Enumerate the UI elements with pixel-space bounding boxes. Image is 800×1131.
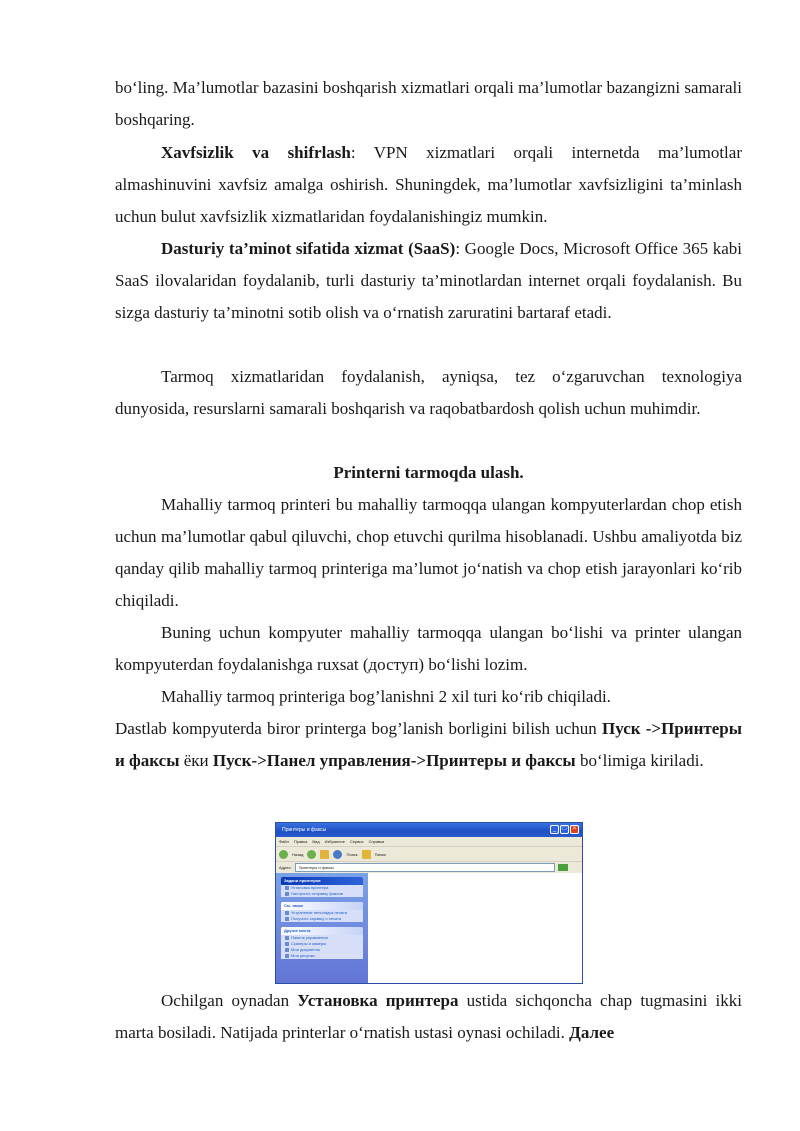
paragraph-network-services: Tarmoq xizmatlaridan foydalanish, ayniqsa, tez o‘zgaruvchan texnologiya dunyosida, resurslarni samarali boshqarish va raqobatbardosh qolish uchun muhimdir. [115,367,742,418]
text-segment: bo‘limiga kiriladi. [575,751,704,770]
minimize-icon[interactable]: _ [550,825,559,834]
panel-printer-tasks [281,877,363,897]
panel-title[interactable]: Другие места [281,927,363,935]
menu-path-2: Пуск->Панел управления->Принтеры и факсы [212,751,576,770]
paragraph-two-types: Mahalliy tarmoq printeriga bog’lanishni 2 xil turi ko‘rib chiqiladi. [161,687,611,706]
next-term: Далее [569,1023,615,1042]
address-bar [276,861,582,873]
task-label: Настроить отправку факсов [291,891,343,896]
printers-window-screenshot [275,822,583,984]
paragraph-1: bo‘ling. Ma’lumotlar bazasini boshqarish xizmatlari orqali ma’lumotlar bazangizni samarali boshqaring. [115,78,742,129]
link-label: Мои документы [291,947,321,952]
text-segment: Dastlab kompyuterda biror printerga bog’lanish borligini bilish uchun [115,719,603,738]
control-panel-icon [285,936,289,940]
menu-tools[interactable]: Сервис [349,839,364,844]
task-pane [276,873,368,983]
section-heading: Printerni tarmoqda ulash. [333,463,524,482]
task-label: Установка принтера [291,885,329,890]
window-title: Принтеры и факсы [282,827,327,833]
maximize-icon[interactable]: □ [560,825,569,834]
up-folder-icon[interactable] [320,850,329,859]
window-body [276,873,582,983]
address-input[interactable]: Принтеры и факсы [295,863,555,872]
search-icon[interactable] [333,850,342,859]
window-titlebar [276,823,582,837]
help-icon [285,911,289,915]
paragraph-access: Buning uchun kompyuter mahalliy tarmoqqa ulangan bo‘lishi va printer ulangan kompyuterdan foydalanishga ruxsat (доступ) bo‘lishi lozim. [115,623,742,674]
folder-icon [285,948,289,952]
link-help[interactable] [281,916,363,922]
text-segment: ёки [179,751,213,770]
term-security: Xavfsizlik va shifrlash [161,143,351,162]
printer-icon [285,886,289,890]
toolbar [276,846,582,861]
menu-path-1: Пуск ->Принтеры и факсы [115,719,742,770]
forward-icon[interactable] [307,850,316,859]
term-saas: Dasturiy ta’minot sifatida xizmat (SaaS) [161,239,456,258]
back-label[interactable]: Назад [292,851,304,857]
menu-favorites[interactable]: Избранное [324,839,345,844]
menu-file[interactable]: Файл [279,839,289,844]
folders-label[interactable]: Папки [374,851,386,857]
folder-icon [285,954,289,958]
panel-title[interactable]: См. также [281,902,363,910]
address-label: Адрес: [279,865,292,870]
menu-view[interactable]: Вид [312,839,320,844]
fax-icon [285,892,289,896]
link-label: Получить справку о печати [291,916,342,921]
paragraph-saas [115,233,742,329]
link-label: Сканеры и камеры [291,941,327,946]
link-label: Устранение неполадок печати [291,910,348,915]
text-segment: Ochilgan oynadan [161,991,298,1010]
paragraph-install-printer [115,985,742,1049]
paragraph-printer-definition: Mahalliy tarmoq printeri bu mahalliy tarmoqqa ulangan kompyuterlardan chop etish uchun ma’lumotlar qabul qiluvchi, chop etuvchi qurilma hisoblanadi. Ushbu amaliyotda biz qanday qilib mahalliy tarmoq printeriga ma’lumot jo‘natish va chop etish jarayonlari ko‘rib chiqiladi. [115,495,742,610]
close-icon[interactable]: × [570,825,579,834]
scanner-icon [285,942,289,946]
install-printer-term: Установка принтера [297,991,459,1010]
printers-list-area[interactable] [368,873,582,983]
link-label: Панель управления [291,935,328,940]
text-segment: ustida sichqoncha chap tugmasini ikki marta bosiladi. Natijada printerlar o‘rnatish ustasi oynasi ochiladi. [115,991,742,1042]
paragraph-saas-text: : Google Docs, Microsoft Office 365 kabi SaaS ilovalaridan foydalanib, turli dasturiy ta’minotlardan internet orqali foydalanish. Bu sizga dasturiy ta’minotni sotib olish va o‘rnatish zaruratini bartaraf etadi. [115,239,742,322]
menu-help[interactable]: Справка [368,839,385,844]
task-setup-fax[interactable] [281,891,363,897]
folders-icon[interactable] [362,850,371,859]
paragraph-start-menu [115,713,742,777]
paragraph-security-text: : VPN xizmatlari orqali internetda ma’lumotlar almashinuvini xavfsiz amalga oshirish. Shuningdek, ma’lumotlar xavfsizligini ta’minlash uchun bulut xavfsizlik xizmatlaridan foydalanishingiz mumkin. [115,143,742,226]
search-label[interactable]: Поиск [346,851,358,857]
go-button[interactable] [558,864,568,871]
panel-title[interactable]: Задачи принтеров [281,877,363,885]
link-label: Мои рисунки [291,953,315,958]
menu-bar [276,837,582,846]
link-my-pictures[interactable] [281,953,363,959]
menu-edit[interactable]: Правка [293,839,308,844]
panel-see-also [281,902,363,922]
back-icon[interactable] [279,850,288,859]
panel-other-places [281,927,363,959]
help-icon [285,917,289,921]
paragraph-security [115,137,742,233]
